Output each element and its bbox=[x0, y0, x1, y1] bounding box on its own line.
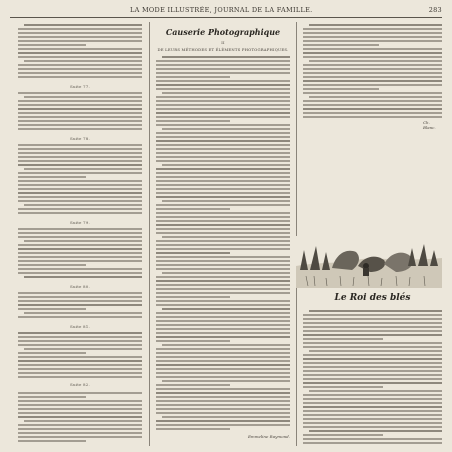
text-line bbox=[303, 116, 442, 118]
text-line bbox=[156, 204, 290, 206]
text-line bbox=[303, 394, 442, 396]
text-line bbox=[156, 320, 290, 322]
text-line bbox=[303, 354, 442, 356]
text-line bbox=[18, 176, 86, 178]
text-line bbox=[303, 366, 442, 368]
text-line bbox=[156, 212, 290, 214]
text-line bbox=[156, 352, 290, 354]
text-line bbox=[18, 332, 142, 334]
text-line bbox=[162, 344, 290, 346]
text-line bbox=[303, 44, 379, 46]
text-line bbox=[303, 72, 442, 74]
text-line bbox=[18, 108, 142, 110]
text-line bbox=[156, 280, 290, 282]
text-line bbox=[156, 96, 290, 98]
text-line bbox=[18, 184, 142, 186]
text-line bbox=[156, 324, 290, 326]
text-line bbox=[18, 416, 142, 418]
text-line bbox=[18, 268, 142, 270]
text-line bbox=[303, 330, 442, 332]
text-line bbox=[303, 52, 442, 54]
text-line bbox=[162, 308, 290, 310]
text-line bbox=[309, 350, 442, 352]
text-line bbox=[18, 76, 142, 78]
text-line bbox=[156, 332, 290, 334]
text-line bbox=[18, 260, 142, 262]
text-line bbox=[18, 208, 142, 210]
text-line bbox=[24, 348, 142, 350]
text-line bbox=[18, 428, 142, 430]
text-line bbox=[18, 352, 86, 354]
text-line bbox=[156, 152, 290, 154]
text-line bbox=[303, 40, 442, 42]
text-line bbox=[303, 326, 442, 328]
text-line bbox=[18, 292, 142, 294]
text-line bbox=[162, 92, 290, 94]
text-line bbox=[162, 200, 290, 202]
text-line bbox=[156, 408, 290, 410]
text-line bbox=[303, 28, 442, 30]
text-line bbox=[303, 434, 383, 436]
text-line bbox=[18, 412, 142, 414]
text-line bbox=[18, 376, 142, 378]
text-line bbox=[303, 358, 442, 360]
text-line bbox=[156, 208, 230, 210]
text-line bbox=[156, 384, 230, 386]
text-line bbox=[18, 232, 142, 234]
section-header: Suite 79. bbox=[70, 220, 91, 225]
text-line bbox=[156, 336, 290, 338]
text-line bbox=[18, 44, 86, 46]
text-line bbox=[162, 416, 290, 418]
text-line bbox=[156, 64, 290, 66]
text-line bbox=[18, 364, 142, 366]
text-line bbox=[303, 64, 442, 66]
text-line bbox=[162, 380, 290, 382]
text-line bbox=[303, 342, 442, 344]
text-line bbox=[156, 136, 290, 138]
text-line bbox=[303, 88, 379, 90]
text-line bbox=[162, 272, 290, 274]
section-header: Suite 82. bbox=[70, 382, 91, 387]
text-line bbox=[18, 360, 142, 362]
text-line bbox=[18, 368, 142, 370]
text-line bbox=[156, 268, 290, 270]
text-line bbox=[18, 308, 86, 310]
text-line bbox=[156, 244, 290, 246]
text-line bbox=[156, 376, 290, 378]
text-line bbox=[156, 412, 290, 414]
text-line bbox=[18, 248, 142, 250]
text-line bbox=[18, 212, 142, 214]
text-line bbox=[18, 188, 142, 190]
text-line bbox=[18, 340, 142, 342]
text-line bbox=[303, 80, 442, 82]
text-line bbox=[18, 244, 142, 246]
text-line bbox=[309, 390, 442, 392]
text-line bbox=[162, 164, 290, 166]
text-line bbox=[18, 116, 142, 118]
text-line bbox=[303, 318, 442, 320]
text-line bbox=[303, 370, 442, 372]
text-line bbox=[156, 328, 290, 330]
text-line bbox=[303, 442, 442, 444]
text-line bbox=[156, 400, 290, 402]
text-line bbox=[18, 440, 86, 442]
text-line bbox=[24, 96, 142, 98]
text-line bbox=[309, 96, 442, 98]
text-line bbox=[18, 128, 142, 130]
text-line bbox=[156, 424, 290, 426]
text-line bbox=[156, 220, 290, 222]
text-line bbox=[156, 288, 290, 290]
text-line bbox=[24, 312, 142, 314]
article-subtitle: DE LEURS MÉTHODES ET ÉLÉMENTS PHOTOGRAPHIQUES. bbox=[157, 47, 289, 52]
text-line bbox=[303, 406, 442, 408]
text-line bbox=[156, 264, 290, 266]
illustration-svg bbox=[296, 236, 442, 288]
text-line bbox=[156, 392, 290, 394]
text-line bbox=[18, 160, 142, 162]
text-line bbox=[18, 200, 142, 202]
text-line bbox=[309, 24, 442, 26]
text-line bbox=[18, 392, 142, 394]
text-line bbox=[156, 260, 290, 262]
text-line bbox=[18, 356, 142, 358]
article-signature: Emmeline Raymond. bbox=[248, 434, 291, 439]
text-line bbox=[156, 156, 290, 158]
text-line bbox=[162, 236, 290, 238]
text-line bbox=[18, 72, 142, 74]
text-line bbox=[156, 388, 290, 390]
text-line bbox=[18, 272, 142, 274]
text-line bbox=[303, 402, 442, 404]
header-rule bbox=[10, 17, 442, 18]
text-line bbox=[156, 340, 230, 342]
text-line bbox=[18, 256, 142, 258]
text-line bbox=[303, 374, 442, 376]
text-line bbox=[156, 112, 290, 114]
text-line bbox=[303, 32, 442, 34]
text-line bbox=[303, 422, 442, 424]
text-line bbox=[18, 36, 142, 38]
text-line bbox=[18, 336, 142, 338]
text-line bbox=[156, 72, 290, 74]
text-line bbox=[303, 410, 442, 412]
text-line bbox=[18, 236, 142, 238]
text-line bbox=[18, 124, 142, 126]
column-divider-left bbox=[149, 22, 150, 446]
text-line bbox=[18, 52, 142, 54]
text-line bbox=[18, 432, 142, 434]
text-line bbox=[156, 192, 290, 194]
text-line bbox=[18, 304, 142, 306]
text-line bbox=[18, 192, 142, 194]
text-line bbox=[309, 430, 442, 432]
journal-title: LA MODE ILLUSTRÉE, JOURNAL DE LA FAMILLE. bbox=[130, 6, 313, 14]
text-line bbox=[156, 292, 290, 294]
text-line bbox=[156, 284, 290, 286]
text-line bbox=[303, 100, 442, 102]
text-line bbox=[303, 56, 442, 58]
text-line bbox=[24, 168, 142, 170]
text-line bbox=[156, 76, 230, 78]
text-line bbox=[18, 164, 142, 166]
text-line bbox=[162, 56, 290, 58]
text-line bbox=[156, 188, 290, 190]
text-line bbox=[156, 104, 290, 106]
text-line bbox=[18, 396, 86, 398]
text-line bbox=[156, 184, 290, 186]
text-line bbox=[156, 296, 230, 298]
text-line bbox=[18, 152, 142, 154]
section-header: Suite 80. bbox=[70, 284, 91, 289]
text-line bbox=[156, 360, 290, 362]
text-line bbox=[18, 112, 142, 114]
text-line bbox=[156, 364, 290, 366]
text-line bbox=[303, 108, 442, 110]
text-line bbox=[156, 176, 290, 178]
text-line bbox=[156, 132, 290, 134]
text-line bbox=[156, 144, 290, 146]
column-divider-right bbox=[296, 22, 297, 446]
text-line bbox=[156, 396, 290, 398]
text-line bbox=[156, 240, 290, 242]
page-number: 283 bbox=[428, 6, 442, 14]
text-line bbox=[18, 32, 142, 34]
story-title: Le Roi des blés bbox=[334, 293, 411, 303]
text-line bbox=[18, 296, 142, 298]
text-line bbox=[156, 368, 290, 370]
text-line bbox=[18, 92, 142, 94]
text-line bbox=[156, 304, 290, 306]
text-line bbox=[156, 312, 290, 314]
text-line bbox=[18, 372, 142, 374]
text-line bbox=[156, 316, 290, 318]
text-line bbox=[303, 338, 383, 340]
text-line bbox=[303, 322, 442, 324]
text-line bbox=[18, 300, 142, 302]
text-line bbox=[156, 228, 290, 230]
text-line bbox=[18, 144, 142, 146]
text-line bbox=[156, 60, 290, 62]
text-line bbox=[156, 256, 290, 258]
text-line bbox=[18, 56, 142, 58]
text-line bbox=[156, 100, 290, 102]
text-line bbox=[18, 180, 142, 182]
text-line bbox=[24, 24, 142, 26]
section-header: Suite 78. bbox=[70, 136, 91, 141]
text-line bbox=[24, 60, 142, 62]
text-line bbox=[18, 156, 142, 158]
text-line bbox=[303, 426, 442, 428]
text-line bbox=[18, 28, 142, 30]
text-line bbox=[156, 124, 290, 126]
text-line bbox=[18, 120, 142, 122]
text-line bbox=[156, 140, 290, 142]
text-line bbox=[303, 418, 442, 420]
text-line bbox=[18, 252, 142, 254]
text-line bbox=[156, 180, 290, 182]
text-line bbox=[303, 398, 442, 400]
text-line bbox=[24, 204, 142, 206]
text-line bbox=[18, 68, 142, 70]
text-line bbox=[156, 300, 290, 302]
text-line bbox=[156, 356, 290, 358]
text-line bbox=[303, 92, 442, 94]
text-line bbox=[18, 100, 142, 102]
text-line bbox=[156, 216, 290, 218]
text-line bbox=[303, 334, 442, 336]
text-line bbox=[156, 420, 290, 422]
text-line bbox=[18, 196, 142, 198]
text-line bbox=[156, 248, 290, 250]
text-line bbox=[303, 414, 442, 416]
text-line bbox=[18, 344, 142, 346]
text-line bbox=[303, 112, 442, 114]
article-title: Causerie Photographique bbox=[165, 27, 281, 37]
text-line bbox=[18, 264, 86, 266]
text-line bbox=[156, 84, 290, 86]
text-line bbox=[18, 228, 142, 230]
text-line bbox=[156, 348, 290, 350]
text-line bbox=[156, 276, 290, 278]
text-line bbox=[303, 68, 442, 70]
text-line bbox=[24, 240, 142, 242]
article-part-number: II bbox=[221, 40, 225, 45]
text-line bbox=[303, 378, 442, 380]
text-line bbox=[309, 60, 442, 62]
text-line bbox=[18, 404, 142, 406]
text-line bbox=[303, 438, 442, 440]
text-line bbox=[309, 310, 442, 312]
text-line bbox=[303, 76, 442, 78]
text-line bbox=[18, 148, 142, 150]
text-line bbox=[303, 48, 442, 50]
text-line bbox=[18, 408, 142, 410]
text-line bbox=[303, 314, 442, 316]
text-line bbox=[156, 80, 290, 82]
text-line bbox=[156, 372, 290, 374]
text-line bbox=[303, 362, 442, 364]
text-line bbox=[156, 196, 290, 198]
text-line bbox=[18, 64, 142, 66]
text-line bbox=[303, 84, 442, 86]
text-line bbox=[162, 128, 290, 130]
text-line bbox=[156, 232, 290, 234]
text-line bbox=[156, 224, 290, 226]
top-signature: Ch. Blanc. bbox=[423, 120, 436, 130]
text-line bbox=[303, 104, 442, 106]
text-line bbox=[303, 382, 442, 384]
text-line bbox=[156, 88, 290, 90]
text-line bbox=[18, 316, 142, 318]
text-line bbox=[156, 172, 290, 174]
text-line bbox=[18, 424, 142, 426]
text-line bbox=[18, 104, 142, 106]
text-line bbox=[156, 108, 290, 110]
text-line bbox=[156, 160, 290, 162]
text-line bbox=[24, 420, 142, 422]
text-line bbox=[18, 48, 142, 50]
wheat-field-illustration bbox=[296, 236, 442, 288]
section-header: Suite 81. bbox=[70, 324, 91, 329]
text-line bbox=[24, 276, 142, 278]
text-line bbox=[303, 346, 442, 348]
text-line bbox=[18, 400, 142, 402]
page-header bbox=[10, 4, 442, 16]
text-line bbox=[18, 172, 142, 174]
text-line bbox=[156, 120, 230, 122]
text-line bbox=[303, 36, 442, 38]
text-line bbox=[156, 68, 290, 70]
section-header: Suite 77. bbox=[70, 84, 91, 89]
text-line bbox=[156, 404, 290, 406]
text-line bbox=[18, 436, 142, 438]
text-line bbox=[156, 116, 290, 118]
text-line bbox=[156, 428, 230, 430]
text-line bbox=[18, 40, 142, 42]
text-line bbox=[156, 148, 290, 150]
text-line bbox=[156, 168, 290, 170]
text-line bbox=[303, 386, 383, 388]
text-line bbox=[156, 252, 230, 254]
